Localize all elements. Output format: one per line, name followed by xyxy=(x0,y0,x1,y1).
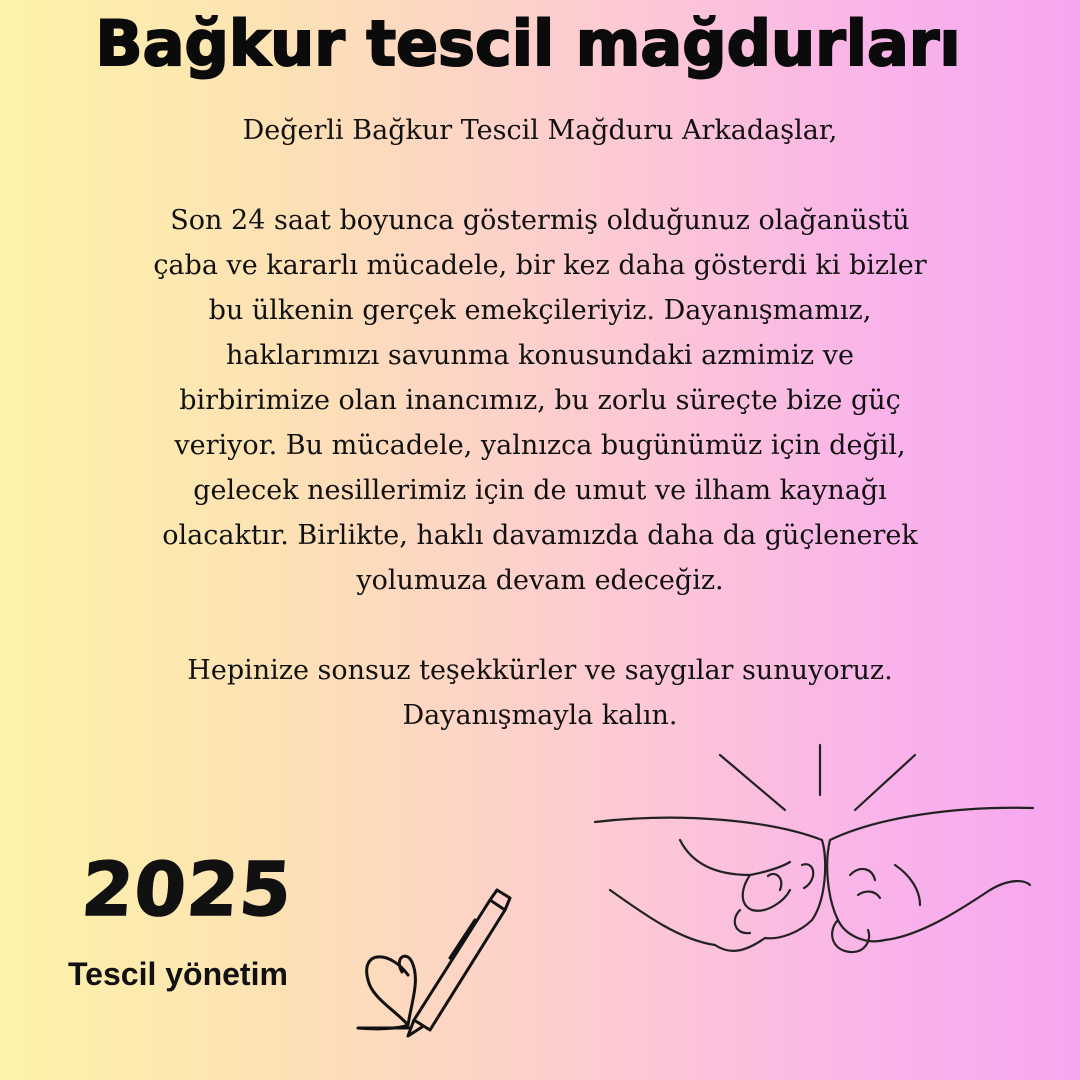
letter-body-line: veriyor. Bu mücadele, yalnızca bugünümüz için değil, xyxy=(174,430,906,461)
letter-body-line: Son 24 saat boyunca göstermiş olduğunuz olağanüstü xyxy=(170,205,910,236)
page-title: Bağkur tescil mağdurları xyxy=(95,7,961,80)
year-label: 2025 xyxy=(78,847,295,933)
letter-body-line: olacaktır. Birlikte, haklı davamızda daha da güçlenerek xyxy=(162,520,918,551)
letter-body-line: haklarımızı savunma konusundaki azmimiz ve xyxy=(226,340,854,371)
letter-closing-line: Hepinize sonsuz teşekkürler ve saygılar sunuyoruz. xyxy=(187,655,893,686)
letter-body-line: yolumuza devam edeceğiz. xyxy=(356,565,724,596)
letter-body-line: çaba ve kararlı mücadele, bir kez daha gösterdi ki bizler xyxy=(153,250,927,281)
paragraph-spacer xyxy=(80,153,1000,198)
letter-body-line: birbirimize olan inancımız, bu zorlu süreçte bize güç xyxy=(179,385,901,416)
letter-closing-line: Dayanışmayla kalın. xyxy=(402,700,678,731)
paragraph-spacer xyxy=(80,603,1000,648)
letter-body-line: gelecek nesillerimiz için de umut ve ilham kaynağı xyxy=(193,475,887,506)
letter-body-line: bu ülkenin gerçek emekçileriyiz. Dayanışmamız, xyxy=(208,295,872,326)
pen-heart-icon xyxy=(350,880,520,1040)
fist-bump-icon xyxy=(590,740,1040,980)
signer-label: Tescil yönetim xyxy=(68,956,288,992)
letter-text xyxy=(80,108,1000,738)
letter-greeting: Değerli Bağkur Tescil Mağduru Arkadaşlar, xyxy=(242,115,838,146)
